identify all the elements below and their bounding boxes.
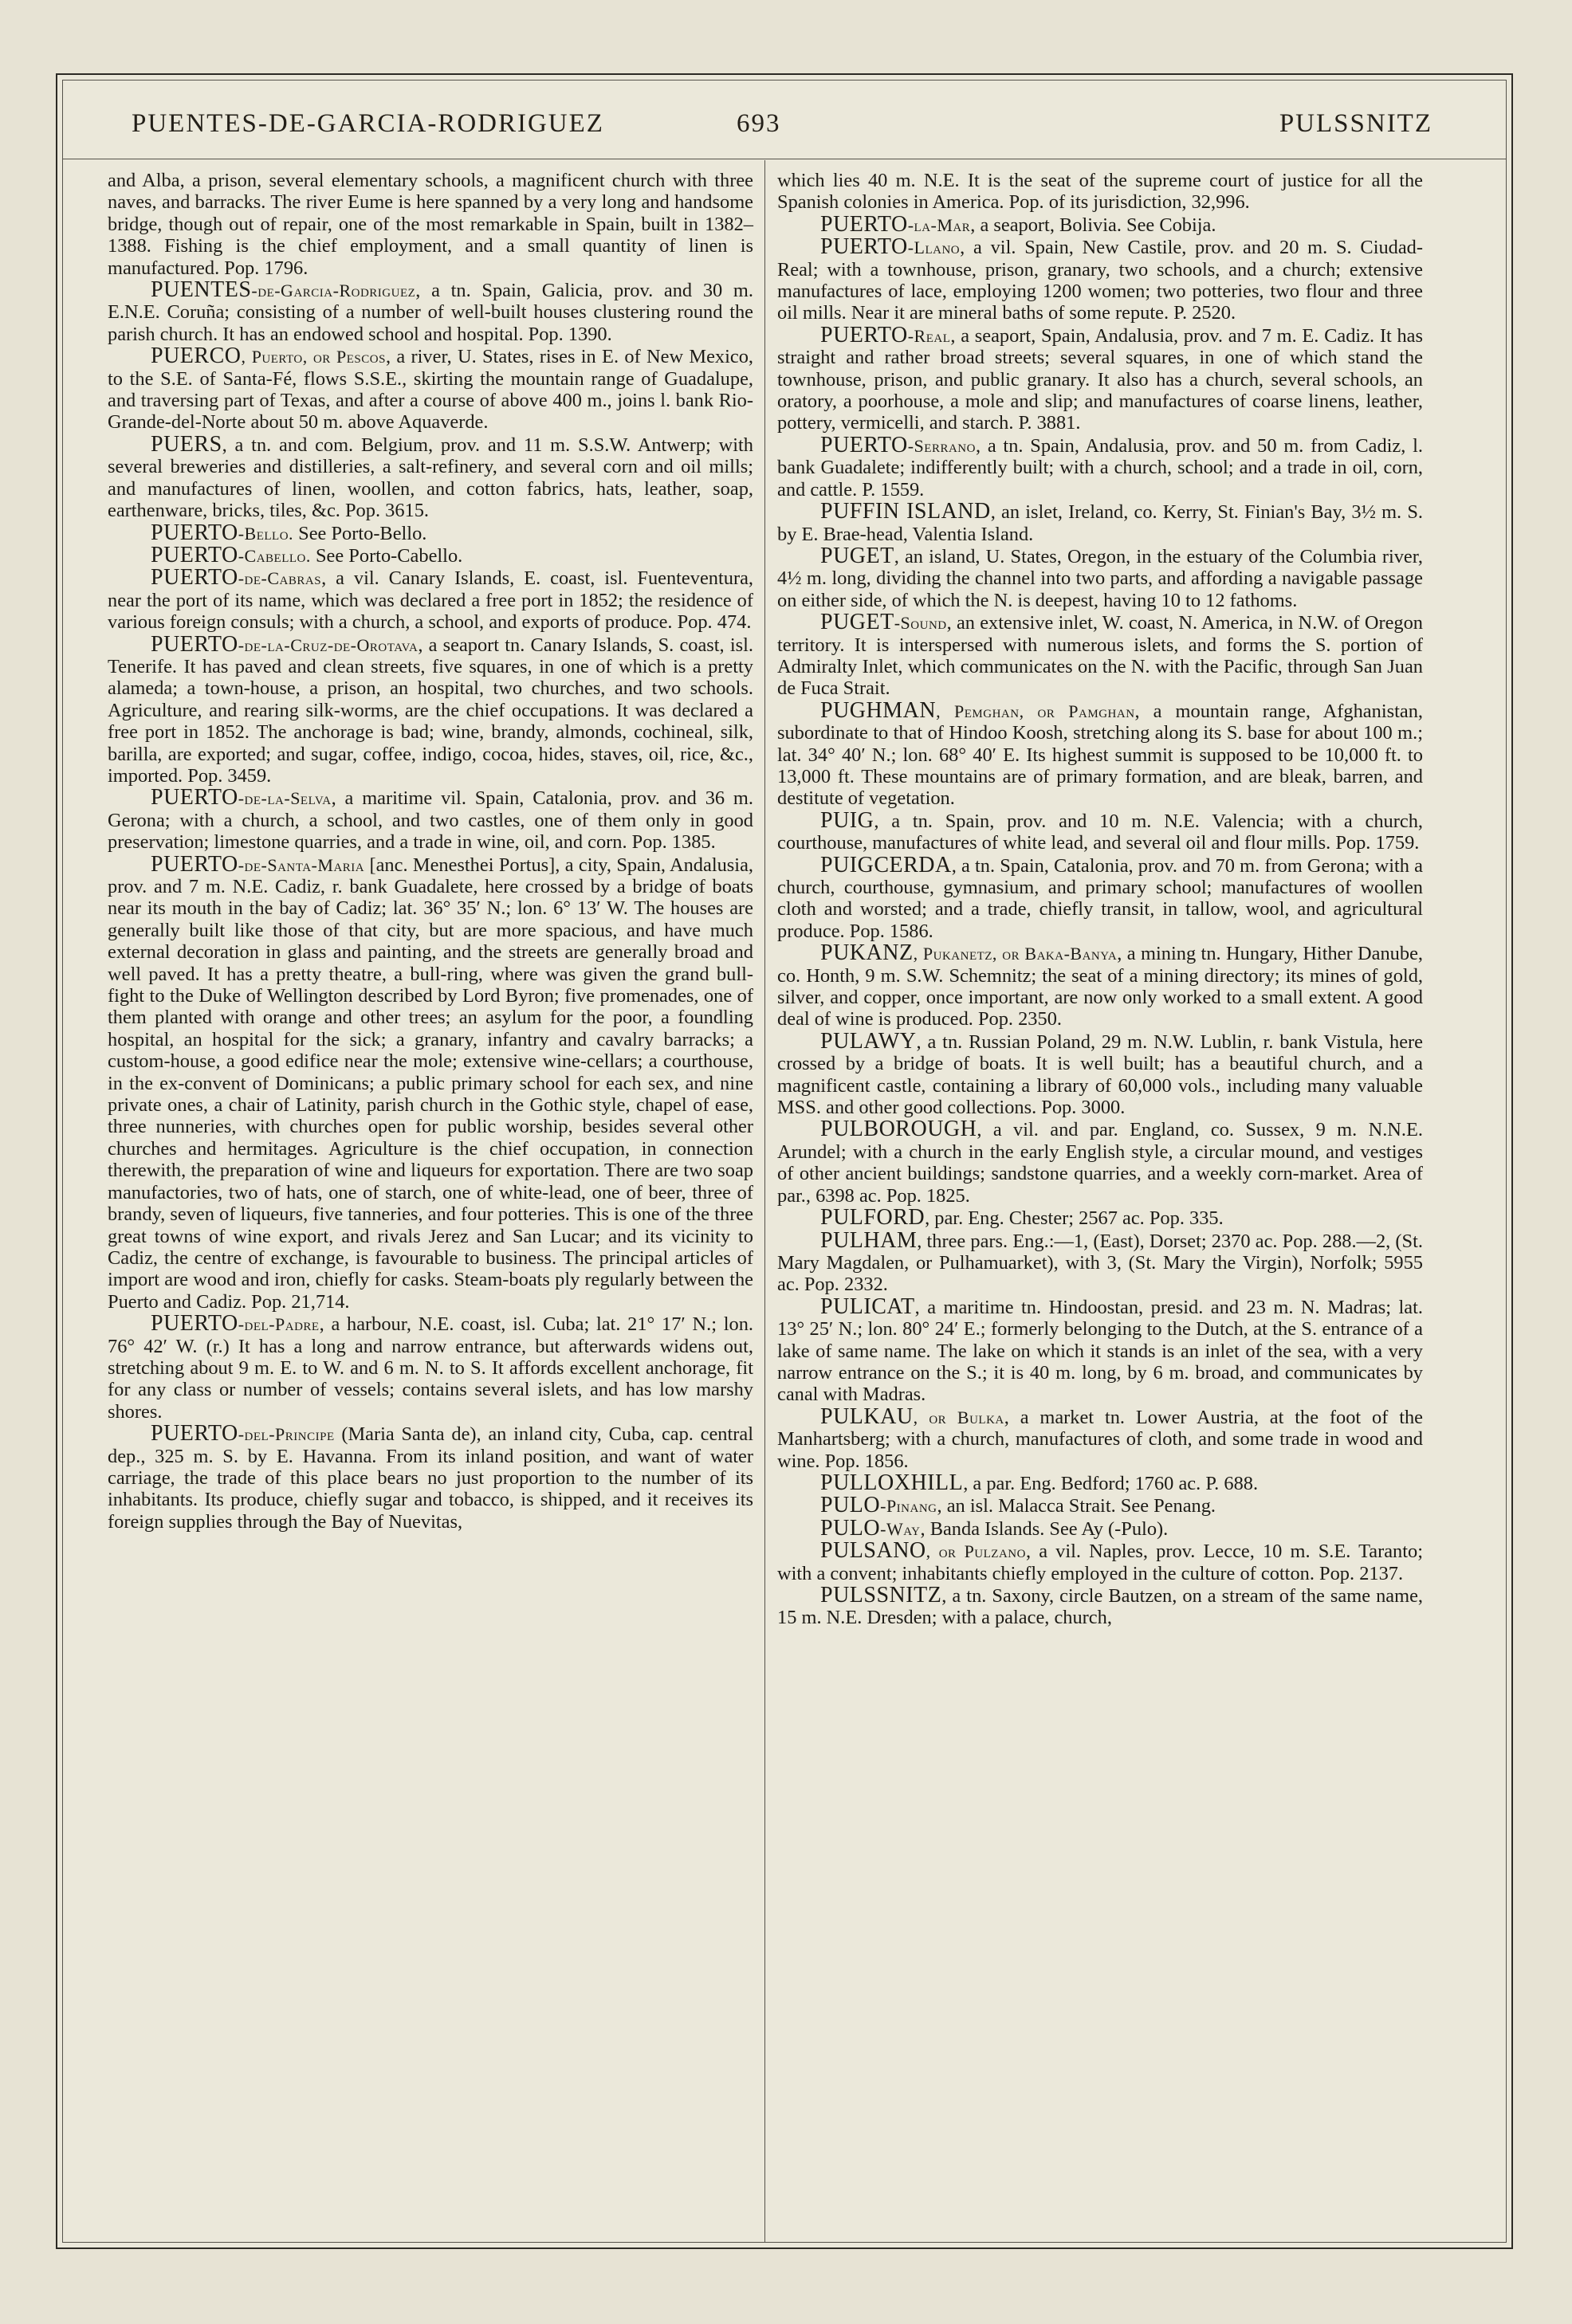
page-frame [62,80,1507,2243]
entry-headword: PULO [820,1515,881,1541]
entry-headword: PUERTO [151,631,238,657]
gazetteer-entry [777,501,1423,545]
entry-headword: PULBOROUGH [820,1117,977,1142]
page-number: 693 [737,109,781,138]
entry-text: See Porto-Bello. [293,522,427,544]
gazetteer-entry [777,807,1423,854]
entry-text: , a vil. Canary Islands, E. coast, isl. Fuenteventura, near the port of its name, which was declared a free port in 1852; the residence of various foreign consuls; with a church, a school, and exports of produce. Pop. 474. [108,567,753,634]
entry-subheading: -Real [907,325,951,346]
entry-subheading: , or Bulka [913,1407,1004,1427]
entry-subheading: -Cabello. [238,545,311,566]
entry-headword: PULICAT [820,1294,915,1319]
entry-headword: PULSSNITZ [820,1583,942,1608]
left-column [108,170,753,2226]
entry-text: , a maritime tn. Hindoostan, presid. and 23 m. N. Madras; lat. 13° 25′ N.; lon. 80° 24′ E.; formerly belonging to the Dutch, at the S. entrance of a lake of same name. The lake on which it stands is an inlet of the sea, with a very narrow entrance on the S.; it is 40 m. long, by 6 m. broad, and communicates by canal with Madras. [777,1296,1423,1406]
gazetteer-entry [777,854,1423,943]
entry-headword: PULHAM [820,1227,918,1253]
entry-subheading: -del-Padre [238,1314,320,1335]
gazetteer-entry [777,1517,1423,1540]
entry-headword: PULAWY [820,1028,917,1054]
entry-text: , three pars. Eng.:—1, (East), Dorset; 2370 ac. Pop. 288.—2, (St. Mary Magdalen, or Pulhamuarket), with 3, (St. Mary the Virgin), Norfolk; 5955 ac. Pop. 2332. [777,1230,1423,1296]
gazetteer-entry [777,1118,1423,1207]
entry-text: See Porto-Cabello. [310,544,463,567]
entry-text: , a mining tn. Hungary, Hither Danube, co. Honth, 9 m. S.W. Schemnitz; the seat of a mining directory; its mines of gold, silver, and copper, once important, are now only worked to a small extent. A good deal of wine is produced. Pop. 2350. [777,943,1423,1030]
entry-text: , an islet, Ireland, co. Kerry, St. Finian's Bay, 3½ m. S. by E. Brae-head, Valentia Island. [777,501,1423,545]
gazetteer-entry [108,345,753,434]
entry-headword: PUERTO [151,785,238,811]
entry-subheading: -de-la-Selva [238,788,332,809]
entry-headword: PUFFIN ISLAND [820,499,991,524]
entry-subheading: -Llano [907,238,961,258]
gazetteer-entry [777,324,1423,434]
gazetteer-entry [777,942,1423,1030]
gazetteer-entry [777,1030,1423,1119]
entry-subheading: , or Pulzano [926,1541,1026,1562]
entry-headword: PUIG [820,807,874,833]
gazetteer-entry [108,851,753,1313]
gazetteer-entry [108,631,753,787]
gazetteer-entry [777,1494,1423,1517]
entry-text: , an isl. Malacca Strait. See Penang. [937,1495,1216,1517]
gazetteer-entry [108,431,753,522]
entry-text: , a vil. Spain, New Castile, prov. and 20 m. S. Ciudad-Real; with a townhouse, prison, granary, two schools, and a church; extensive manufactures of lace, employing 1200 women; two potteries, two flour and three oil mills. Near it are mineral baths of some repute. P. 2520. [777,237,1423,324]
entry-headword: PUERTO [151,542,238,567]
entry-headword: PULSANO [820,1538,926,1564]
entry-text: , a maritime vil. Spain, Catalonia, prov. and 36 m. Gerona; with a church, a school, and two castles, one of them only in good preservation; limestone quarries, and a trade in wine, oil, and corn. Pop. 1385. [108,787,753,854]
entry-headword: PUERTO [151,851,238,877]
entry-text: , Banda Islands. See Ay (-Pulo). [920,1517,1169,1540]
entry-text: , a par. Eng. Bedford; 1760 ac. P. 688. [963,1472,1259,1494]
gazetteer-entry [108,1423,753,1533]
entry-subheading: -Sound [894,613,947,634]
entry-headword: PUERTO [820,432,908,457]
gazetteer-entry [777,236,1423,324]
entry-text: , a seaport, Bolivia. See Cobija. [970,214,1216,236]
gazetteer-entry [777,1472,1423,1494]
entry-headword: PUERCO [151,343,242,369]
continued-text [108,170,753,279]
entry-headword: PUGET [820,543,894,568]
entry-subheading: -Serrano [907,435,976,456]
entry-headword: PUERTO [151,1311,238,1337]
entry-headword: PUERS [151,431,222,457]
gazetteer-entry [777,545,1423,611]
gazetteer-entry [777,611,1423,700]
gazetteer-entry [777,1207,1423,1229]
entry-headword: PUKANZ [820,940,914,966]
entry-text: , a seaport, Spain, Andalusia, prov. and 7 m. E. Cadiz. It has straight and rather broad streets; several squares, in one of which stand the townhouse, prison, and public granary. It also has a church, several schools, an oratory, a poorhouse, a mole and slip; and manufactures of coarse linens, leather, pottery, vermicelli, and starch. P. 3881. [777,324,1423,434]
entry-headword: PULKAU [820,1403,914,1429]
entry-text: , a tn. Spain, Andalusia, prov. and 50 m. from Cadiz, l. bank Guadalete; indifferently built; with a church, school; and a trade in oil, corn, and cattle. P. 1559. [777,434,1423,501]
entry-text: , a tn. Spain, Catalonia, prov. and 70 m. from Gerona; with a church, courthouse, gymnasium, and primary school; manufactures of woollen cloth and worsted; and a trade, chiefly transit, in tallow, wool, and agricultural produce. Pop. 1586. [777,854,1423,942]
entry-text: , par. Eng. Chester; 2567 ac. Pop. 335. [925,1207,1224,1230]
entry-text: , an extensive inlet, W. coast, N. America, in N.W. of Oregon territory. It is interspersed with numerous islets, and forms the S. portion of Admiralty Inlet, which communicates on the N. with the Pacific, through San Juan de Fuca Strait. [777,612,1423,700]
column-divider [764,160,765,2242]
entry-subheading: -Way [880,1518,921,1539]
gazetteer-entry [108,522,753,544]
gazetteer-entry [777,1584,1423,1629]
entry-text: , an island, U. States, Oregon, in the estuary of the Columbia river, 4½ m. long, dividing the channel into two parts, and affording a navigable passage on either side, of which the N. is deepest, having 10 to 12 fathoms. [777,545,1423,611]
entry-subheading: , Pukanetz, or Baka-Banya [913,944,1118,964]
entry-subheading: -de-Garcia-Rodriguez [251,281,416,301]
entry-subheading: -de-Cabras [238,568,322,589]
entry-headword: PUIGCERDA [820,852,952,877]
entry-text: [anc. Menesthei Portus], a city, Spain, Andalusia, prov. and 7 m. N.E. Cadiz, r. bank Guadalete, here crossed by a bridge of boats near its mouth in the bay of Cadiz; lat. 36° 35′ N.; lon. 6° 13′ W. The houses are generally built like those of that city, but are more spacious, and have much external decoration in glass and painting, and the streets are generally broad and well paved. It has a pretty theatre, a bull-ring, where was given the grand bull-fight to the Duke of Wellington described by Lord Byron; five promenades, one of them planted with orange and other trees; an asylum for the poor, a foundling hospital, an hospital for the sick; a granary, infantry and cavalry barracks; a custom-house, a good edifice near the mole; extensive wine-cellars; a courthouse, in the ex-convent of Dominicans; a public primary school for each sex, and nine private ones, a chair of Latinity, parish church in the Gothic style, chapel of ease, three nunneries, with churches open for public worship, besides several other churches and hermitages. Agriculture is the chief occupation, in connection therewith, the preparation of wine and liqueurs for exportation. There are two soap manufactories, two of hats, one of starch, one of white-lead, one of beer, three of brandy, seven of liqueurs, five tanneries, and four potteries. This is one of the three great towns of wine export, and rivals Jerez and San Lucar; and its vicinity to Cadiz, the centre of exchange, is favourable to business. The principal articles of import are wood and iron, chiefly for casks. Steam-boats ply regularly between the Puerto and Cadiz. Pop. 21,714. [108,854,753,1313]
entry-text: , a vil. and par. England, co. Sussex, 9 m. N.N.E. Arundel; with a church in the early English style, a circular mound, and vestiges of other ancient buildings; sandstone quarries, and a weekly corn-market. Area of par., 6398 ac. Pop. 1825. [777,1119,1423,1207]
right-column [777,170,1423,2226]
entry-headword: PUERTO [151,1421,238,1447]
gazetteer-entry [108,1313,753,1423]
entry-headword: PULLOXHILL [820,1470,964,1495]
gazetteer-entry [108,544,753,567]
header-right-title: PULSSNITZ [1279,109,1432,138]
continued-text [777,170,1423,214]
entry-text: , a market tn. Lower Austria, at the foot of the Manhartsberg; with a church, manufactures of cloth, and some trade in wood and wine. Pop. 1856. [777,1406,1424,1472]
gazetteer-entry [777,211,1423,237]
gazetteer-entry [777,1403,1424,1472]
entry-headword: PULFORD [820,1205,926,1231]
entry-headword: PUERTO [820,211,908,237]
entry-subheading: -de-Santa-Maria [238,854,365,875]
entry-text: , a tn. Saxony, circle Bautzen, on a stream of the same name, 15 m. N.E. Dresden; with a palace, church, [777,1585,1423,1629]
gazetteer-entry [108,567,753,633]
gazetteer-entry [108,279,753,345]
entry-text: , a tn. Spain, prov. and 10 m. N.E. Valencia; with a church, courthouse, manufactures of white lead, and several oil and flour mills. Pop. 1759. [777,810,1423,854]
running-header [63,103,1506,151]
entry-headword: PUERTO [151,520,238,545]
entry-text: , a tn. Spain, Galicia, prov. and 30 m. E.N.E. Coruña; consisting of a number of well-built houses clustering round the parish church. It has an endowed school and hospital. Pop. 1390. [108,280,753,345]
header-left-title: PUENTES-DE-GARCIA-RODRIGUEZ [132,109,604,138]
gazetteer-entry [777,434,1423,501]
entry-headword: PUERTO [820,322,908,347]
entry-text: , a vil. Naples, prov. Lecce, 10 m. S.E. Taranto; with a convent; inhabitants chiefly employed in the culture of cotton. Pop. 2137. [777,1541,1423,1584]
entry-subheading: -de-la-Cruz-de-Orotava [238,634,419,655]
gazetteer-entry [777,697,1423,810]
entry-headword: PUERTO [151,565,238,591]
entry-headword: PUGET [820,610,894,635]
gazetteer-entry [777,1540,1423,1584]
entry-text: and Alba, a prison, several elementary schools, a magnificent church with three naves, and barracks. The river Eume is here spanned by a very long and handsome bridge, though out of repair, one of the most remarkable in Spain, built in 1382–1388. Fishing is the chief employment, and a small quantity of linen is manufactured. Pop. 1796. [108,170,753,279]
entry-subheading: -Bello. [238,523,294,544]
entry-text: which lies 40 m. N.E. It is the seat of the supreme court of justice for all the Spanish colonies in America. Pop. of its jurisdiction, 32,996. [777,170,1423,214]
entry-text: , a harbour, N.E. coast, isl. Cuba; lat. 21° 17′ N.; lon. 76° 42′ W. (r.) It has a long and narrow entrance, but afterwards widens out, stretching about 9 m. E. to W. and 6 m. N. to S. It affords excellent anchorage, fit for any class or number of vessels; contains several islets, and has low marshy shores. [108,1313,753,1423]
entry-subheading: -del-Principe [238,1424,335,1445]
gazetteer-entry [777,1296,1423,1406]
entry-headword: PUGHMAN [820,697,937,723]
entry-subheading: -Pinang [880,1496,937,1517]
entry-subheading: , Puerto, or Pescos [241,347,386,367]
entry-headword: PUENTES [151,277,252,303]
entry-headword: PULO [820,1493,881,1518]
gazetteer-entry [777,1227,1423,1296]
entry-text: (Maria Santa de), an inland city, Cuba, cap. central dep., 325 m. S. by E. Havanna. From its inland position, and want of water carriage, the trade of this place bears no just proportion to the number of its inhabitants. Its produce, chiefly sugar and tobacco, is shipped, and it receives its foreign supplies through the Bay of Nuevitas, [108,1423,753,1533]
entry-text: , a tn. Russian Poland, 29 m. N.W. Lublin, r. bank Vistula, here crossed by a bridge of boats. It is well built; has a beautiful church, and a magnificent castle, containing a library of 60,000 vols., including many valuable MSS. and other good collections. Pop. 3000. [777,1030,1423,1119]
entry-text: , a seaport tn. Canary Islands, S. coast, isl. Tenerife. It has paved and clean streets, five squares, in one of which is a pretty alameda; a town-house, a prison, an hospital, two churches, and two schools. Agriculture, and rearing silk-worms, are the chief occupations. It was declared a free port in 1852. The anchorage is bad; wine, brandy, almonds, cochineal, silk, barilla, are exported; and sugar, coffee, indigo, cocoa, hides, staves, oil, rice, &c., imported. Pop. 3459. [108,634,753,787]
entry-text: , a mountain range, Afghanistan, subordinate to that of Hindoo Koosh, stretching along its S. base for about 100 m.; lat. 34° 40′ N.; lon. 68° 40′ E. Its highest summit is supposed to be 10,000 ft. to 13,000 ft. These mountains are of primary formation, and are bleak, barren, and destitute of vegetation. [777,700,1423,810]
gazetteer-entry [108,787,753,853]
entry-text: , a tn. and com. Belgium, prov. and 11 m. S.S.W. Antwerp; with several breweries and distilleries, a salt-refinery, and several corn and oil mills; and manufactures of linen, woollen, and cotton fabrics, hats, leather, soap, earthenware, bricks, tiles, &c. Pop. 3615. [108,434,753,522]
entry-subheading: -la-Mar [907,214,971,235]
entry-text: , a river, U. States, rises in E. of New Mexico, to the S.E. of Santa-Fé, flows S.S.E., skirting the mountain range of Guadalupe, and traversing part of Texas, and after a course of above 400 m., joins l. bank Rio-Grande-del-Norte about 50 m. above Aquaverde. [108,346,753,434]
entry-subheading: , Pemghan, or Pamghan [936,701,1135,721]
page [56,73,1513,2249]
entry-headword: PUERTO [820,234,908,260]
